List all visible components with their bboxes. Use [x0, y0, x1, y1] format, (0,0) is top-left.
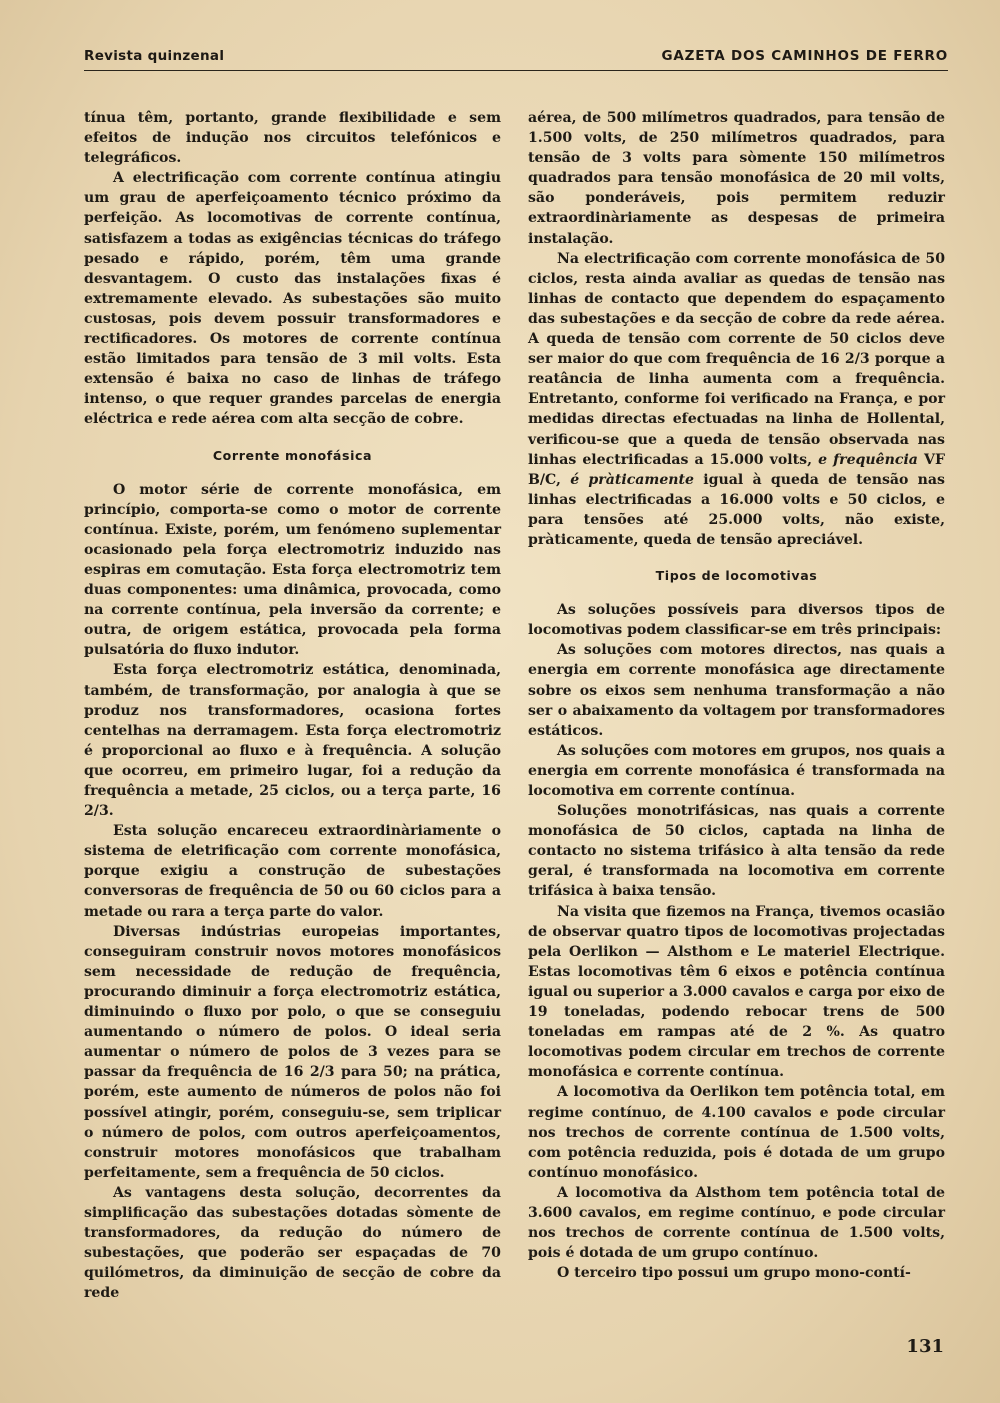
running-header	[84, 46, 948, 71]
paragraph: tínua têm, portanto, grande flexibilidade e sem efeitos de indução nos circuitos telefónicos e telegráficos.	[84, 110, 501, 167]
paragraph: As soluções com motores directos, nas quais a energia em corrente monofásica age directamente sobre os eixos sem nenhuma transformação a não ser o abaixamento da voltagem por transformadores estáticos.	[528, 642, 945, 739]
paragraph: As soluções com motores em grupos, nos quais a energia em corrente monofásica é transformada na locomotiva em corrente contínua.	[528, 742, 945, 799]
paragraph: Esta força electromotriz estática, denominada, também, de transformação, por analogia à que se produz nos transformadores, ocasiona fortes centelhas na derramagem. Esta força electromotriz é proporcional ao fluxo e à frequência. A solução que ocorreu, em primeiro lugar, foi a redução da frequência a metade, 25 ciclos, ou a terça parte, 16 2/3.	[84, 662, 501, 820]
section-heading-corrente-monofasica: Corrente monofásica	[212, 447, 373, 463]
left-column	[84, 108, 501, 1303]
section-heading-tipos-de-locomotivas: Tipos de locomotivas	[655, 568, 818, 584]
header-publication-frequency: Revista quinzenal	[84, 48, 225, 64]
italic-text: é pràticamente	[570, 471, 695, 488]
text-run: Na electrificação com corrente monofásica de 50 ciclos, resta ainda avaliar as quedas de tensão nas linhas de contacto que dependem do espaçamento das subestações e da secção de cobre da rede aérea. A queda de tensão com corrente de 50 ciclos deve ser maior do que com frequência de 16 2/3 porque a reatância de linha aumenta com a frequência. Entretanto, conforme foi verificado na França, e por medidas directas efectuadas na linha de Hollental, verificou-se que a queda de tensão observada nas linhas electrificadas a 15.000 volts,	[528, 250, 945, 468]
right-column	[528, 108, 945, 1283]
italic-text: e frequência	[818, 451, 918, 468]
header-journal-title: GAZETA DOS CAMINHOS DE FERRO	[661, 48, 948, 64]
paragraph: As vantagens desta solução, decorrentes da simplificação das subestações dotadas sòmente de transformadores, da redução do número de subestações, que poderão ser espaçadas de 70 quilómetros, da diminuição de secção de cobre da rede	[84, 1184, 501, 1302]
text-run: VF B/C,	[528, 451, 945, 488]
paragraph: Esta solução encareceu extraordinàriamente o sistema de eletrificação com corrente monofásica, porque exigiu a construção de subestações conversoras de frequência de 50 ou 60 ciclos para a metade ou rara a terça parte do valor.	[84, 823, 501, 920]
paragraph: Soluções monotrifásicas, nas quais a corrente monofásica de 50 ciclos, captada na linha de contacto no sistema trifásico à alta tensão da rede geral, é transformada na locomotiva em corrente trifásica à baixa tensão.	[528, 803, 945, 900]
paragraph: aérea, de 500 milímetros quadrados, para tensão de 1.500 volts, de 250 milímetros quadrados, para tensão de 3 volts para sòmente 150 milímetros quadrados para tensão monofásica de 20 mil volts, são ponderáveis, pois permitem reduzir extraordinàriamente as despesas de primeira instalação.	[528, 110, 945, 247]
paragraph: A locomotiva da Alsthom tem potência total de 3.600 cavalos, em regime contínuo, e pode circular nos trechos de corrente contínua de 1.500 volts, pois é dotada de um grupo contínuo.	[528, 1184, 945, 1262]
page-number: 131	[906, 1336, 944, 1357]
paragraph: Diversas indústrias europeias importantes, conseguiram construir novos motores monofásicos sem necessidade de redução de frequência, procurando diminuir a força electromotriz estática, diminuindo o fluxo por polo, o que se conseguiu aumentando o número de polos. O ideal seria aumentar o número de polos de 3 vezes para se passar da frequência de 16 2/3 para 50; na prática, porém, este aumento de números de polos não foi possível atingir, porém, conseguiu-se, sem triplicar o número de polos, com outros aperfeiçoamentos, construir motores monofásicos que trabalham perfeitamente, sem a frequência de 50 ciclos.	[84, 923, 501, 1181]
paragraph: Na visita que fizemos na França, tivemos ocasião de observar quatro tipos de locomotivas projectadas pela Oerlikon — Alsthom e Le materiel Electrique. Estas locomotivas têm 6 eixos e potência contínua igual ou superior a 3.000 cavalos e carga por eixo de 19 toneladas, podendo rebocar trens de 500 toneladas em rampas até de 2 %. As quatro locomotivas podem circular em trechos de corrente monofásica e corrente contínua.	[528, 903, 945, 1081]
paragraph: As soluções possíveis para diversos tipos de locomotivas podem classificar-se em três principais:	[528, 602, 945, 639]
paragraph	[528, 249, 945, 550]
text-run: igual à queda de tensão nas linhas electrificadas a 16.000 volts e 50 ciclos, e para tensões até 25.000 volts, não existe, pràticamente, queda de tensão apreciável.	[528, 471, 945, 548]
paragraph: O motor série de corrente monofásica, em princípio, comporta-se como o motor de corrente contínua. Existe, porém, um fenómeno suplementar ocasionado pela força electromotriz induzido nas espiras em comutação. Esta força electromotriz tem duas componentes: uma dinâmica, provocada, como na corrente contínua, pela inversão da corrente; e outra, de origem estática, provocada pela forma pulsatória do fluxo indutor.	[84, 481, 501, 659]
paragraph: A locomotiva da Oerlikon tem potência total, em regime contínuo, de 4.100 cavalos e pode circular nos trechos de corrente contínua de 1.500 volts, com potência reduzida, pois é dotada de um grupo contínuo monofásico.	[528, 1084, 945, 1181]
paragraph: A electrificação com corrente contínua atingiu um grau de aperfeiçoamento técnico próximo da perfeição. As locomotivas de corrente contínua, satisfazem a todas as exigências técnicas do tráfego pesado e rápido, porém, têm uma grande desvantagem. O custo das instalações fixas é extremamente elevado. As subestações são muito custosas, pois devem possuir transformadores e rectificadores. Os motores de corrente contínua estão limitados para tensão de 3 mil volts. Esta extensão é baixa no caso de linhas de tráfego intenso, o que requer grandes parcelas de energia eléctrica e rede aérea com alta secção de cobre.	[84, 170, 501, 428]
paragraph: O terceiro tipo possui um grupo mono-contí-	[557, 1265, 911, 1282]
